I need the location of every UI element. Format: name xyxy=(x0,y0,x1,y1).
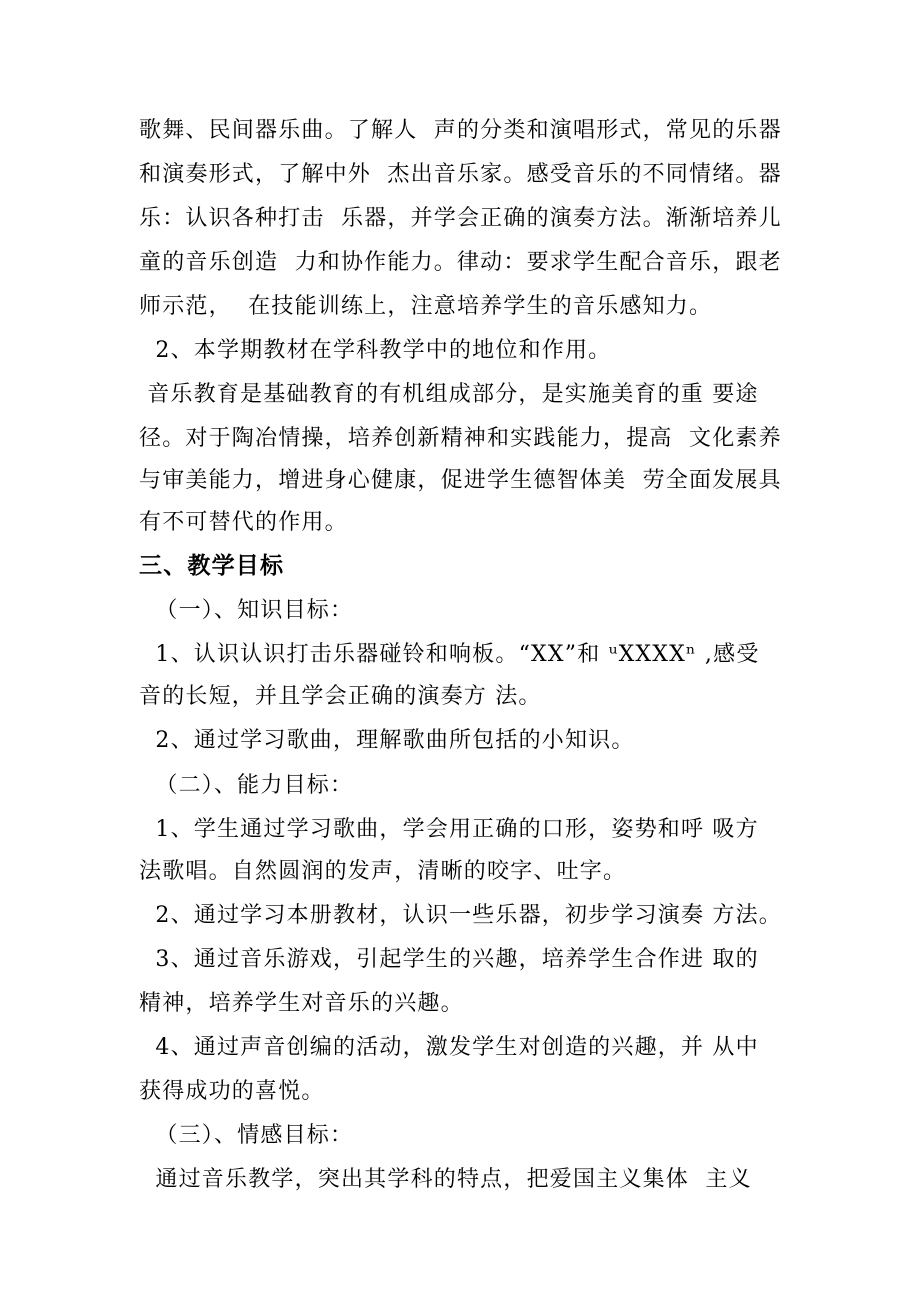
body-text-line: 音的长短，并且学会正确的演奏方 法。 xyxy=(139,684,542,709)
section-heading: 三、教学目标 xyxy=(139,553,285,579)
body-text-line: 音乐教育是基础教育的有机组成部分，是实施美育的重 要途 xyxy=(139,382,759,407)
body-text-line: 童的音乐创造 力和协作能力。律动：要求学生配合音乐，跟老 xyxy=(139,250,782,275)
list-item: 2、通过学习本册教材，认识一些乐器，初步学习演奏 方法。 xyxy=(139,903,782,928)
list-item: 2、通过学习歌曲，理解歌曲所包括的小知识。 xyxy=(139,728,635,753)
subsection-title: 2、本学期教材在学科教学中的地位和作用。 xyxy=(139,338,612,363)
body-text-line: 和演奏形式，了解中外 杰出音乐家。感受音乐的不同情绪。器 xyxy=(139,162,782,187)
list-item: 4、通过声音创编的活动，激发学生对创造的兴趣，并 从中 xyxy=(139,1035,759,1060)
body-text-line: 通过音乐教学，突出其学科的特点，把爱国主义集体 主义 xyxy=(139,1167,752,1192)
body-text-line: 师示范， 在技能训练上，注意培养学生的音乐感知力。 xyxy=(139,294,713,319)
body-text-line: 精神，培养学生对音乐的兴趣。 xyxy=(139,991,464,1016)
body-text-line: 有不可替代的作用。 xyxy=(139,510,348,535)
body-text-line: 法歌唱。自然圆润的发声，清晰的咬字、吐字。 xyxy=(139,859,627,884)
subsection-title: （二）、能力目标： xyxy=(139,773,354,798)
list-item: 3、通过音乐游戏，引起学生的兴趣，培养学生合作进 取的 xyxy=(139,947,759,972)
body-text-line: 与审美能力，增进身心健康，促进学生德智体美 劳全面发展具 xyxy=(139,468,782,493)
body-text-line: 径。对于陶冶情操，培养创新精神和实践能力，提高 文化素养 xyxy=(139,426,782,451)
list-item: 1、认识认识打击乐器碰铃和响板。“XX”和 ᵘXXXXⁿ ,感受 xyxy=(139,642,760,667)
body-text-line: 乐：认识各种打击 乐器，并学会正确的演奏方法。渐渐培养儿 xyxy=(139,206,782,231)
subsection-title: （一）、知识目标： xyxy=(139,598,354,623)
list-item: 1、学生通过学习歌曲，学会用正确的口形，姿势和呼 吸方 xyxy=(139,817,759,842)
body-text-line: 获得成功的喜悦。 xyxy=(139,1079,325,1104)
body-text-line: 歌舞、民间器乐曲。了解人 声的分类和演唱形式，常见的乐器 xyxy=(139,118,782,143)
subsection-title: （三）、情感目标： xyxy=(139,1123,354,1148)
